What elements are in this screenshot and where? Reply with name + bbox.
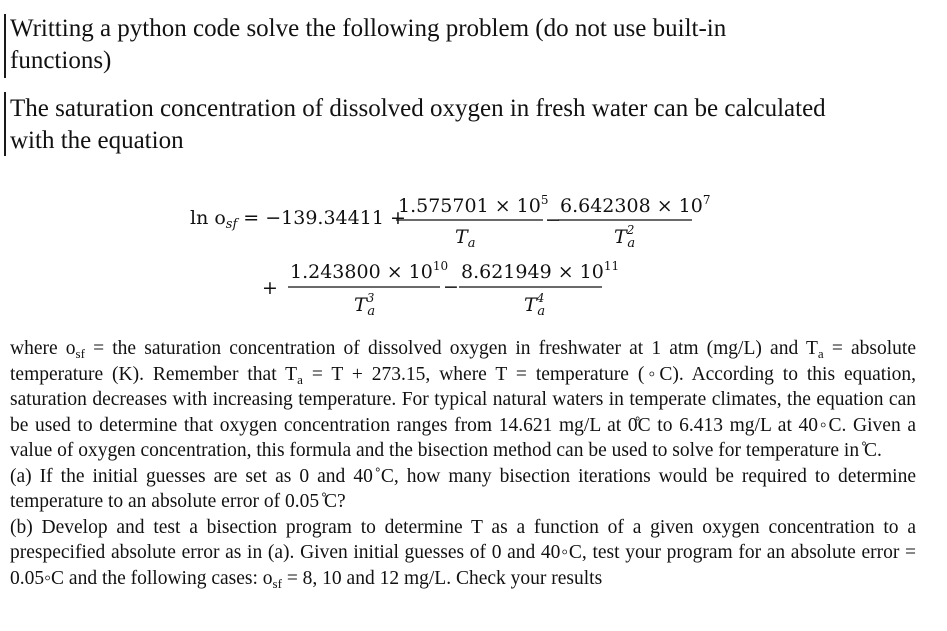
definition-paragraph: where $o_{sf}$ = the saturation concentration of dissolved oxygen in freshwater at 1 atm (mg/L) and $T_a$ = absolute temperature (K). Remember that $T_a = T + 273.15$, where T = temperature (◦C). According to this equation, saturation decreases with increasing temperature. For typical natural waters in temperate climates, the equation can be used to determine that oxygen concentration ranges from 14.621 mg/L at 0̊C to 6.413 mg/L at 40◦C. Given a value of oxygen concentration, this formula and the bisection method can be used to solve for temperature in ̊C.: [10, 338, 917, 461]
question-heading: [10, 13, 726, 77]
equation-svg: [0, 185, 947, 325]
eq-term1-numerator: $1.575701 \times 10^5$: [398, 193, 549, 217]
problem-body: [10, 336, 916, 591]
intro-line2: with the equation: [10, 127, 184, 154]
oxygen-saturation-equation: [0, 185, 947, 325]
eq-plus: +: [262, 277, 278, 299]
part-b-question: (b) Develop and test a bisection program to determine T as a function of a given oxygen concentration to a prespecified absolute error as in (a). Given initial guesses of 0 and 40◦C, test your program for an absolute error = 0.05◦C and the following cases: $o_{sf} = 8$, 10 and 12 mg/L. Check your results: [10, 516, 916, 591]
intro-line1: The saturation concentration of dissolved oxygen in fresh water can be calculated: [10, 95, 826, 122]
eq-term4-denominator: $T^4$ a: [524, 291, 546, 319]
question-heading-line1: Writting a python code solve the following problem (do not use built-in: [10, 15, 727, 42]
question-heading-line2: functions): [10, 47, 112, 74]
eq-term3-denominator: $T^3$ a: [354, 291, 376, 319]
eq-term1-denominator: $T_a$: [455, 226, 476, 251]
eq-term2-denominator: $T^2$ a: [614, 223, 636, 251]
intro-text: [10, 93, 826, 157]
eq-lhs: $\ln o_{sf} = -139.34411$ +: [190, 207, 406, 232]
eq-minus-2: −: [443, 276, 459, 298]
selection-bar-top: [4, 14, 6, 78]
eq-term2-numerator: $6.642308 \times 10^7$: [560, 193, 711, 217]
eq-term4-numerator: $8.621949 \times 10^{11}$: [461, 259, 620, 283]
eq-minus-1: −: [545, 209, 561, 231]
selection-bar-intro: [4, 92, 6, 156]
eq-term3-numerator: $1.243800 \times 10^{10}$: [290, 259, 449, 283]
part-a-question: (a) If the initial guesses are set as 0 and 40 ̊C, how many bisection iterations would be required to determine temperature to an absolute error of 0.05 ̊C?: [10, 465, 916, 512]
